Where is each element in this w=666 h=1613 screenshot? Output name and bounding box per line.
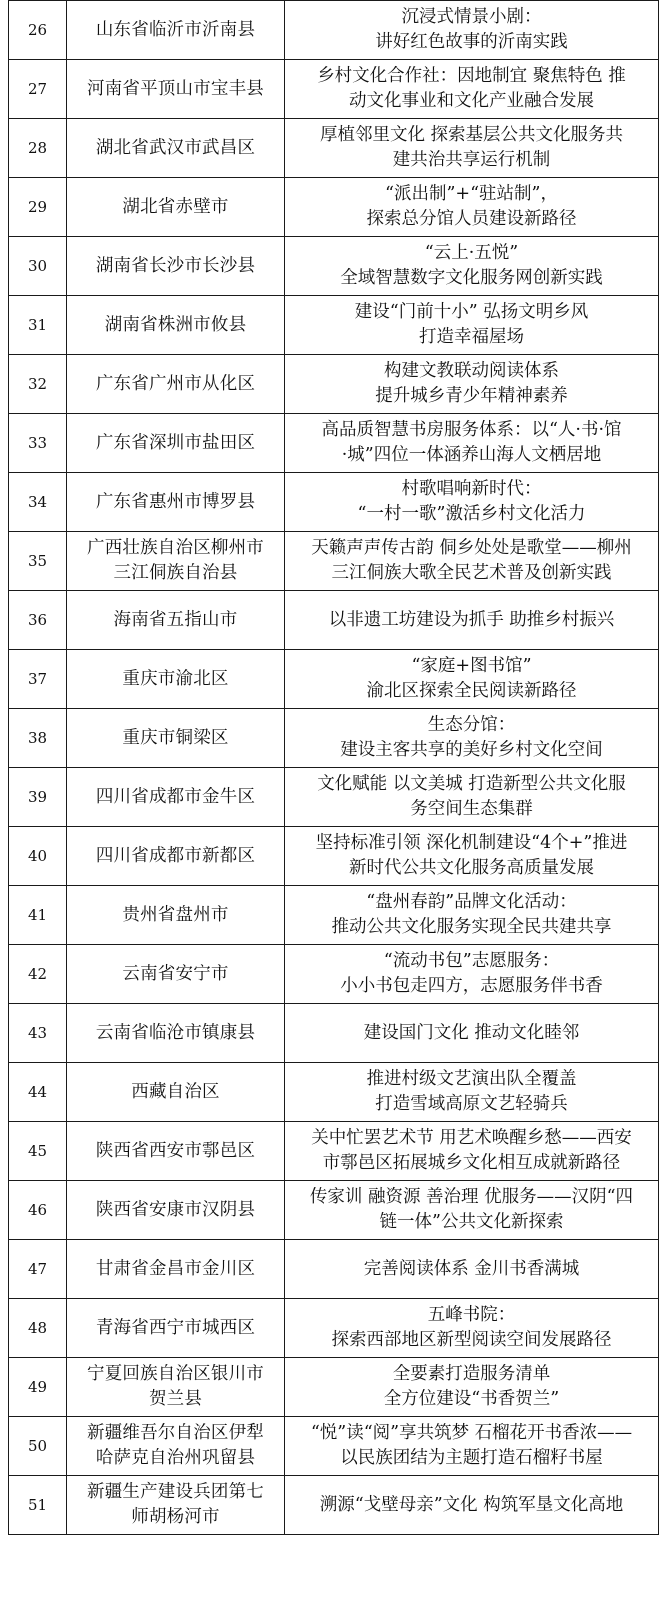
row-number: 37 (9, 650, 67, 709)
region-cell: 云南省临沧市镇康县 (67, 1004, 285, 1063)
region-cell: 青海省西宁市城西区 (67, 1299, 285, 1358)
table-row (9, 355, 659, 414)
region-cell: 河南省平顶山市宝丰县 (67, 60, 285, 119)
case-title-line: 推动公共文化服务实现全民共建共享 (331, 917, 612, 937)
case-title-cell (285, 1240, 659, 1299)
table-row (9, 1476, 659, 1535)
region-line: 新疆生产建设兵团第七 (87, 1482, 264, 1502)
region-cell: 甘肃省金昌市金川区 (67, 1240, 285, 1299)
table-row (9, 945, 659, 1004)
case-title-line: 厚植邻里文化 探索基层公共文化服务共 (319, 125, 624, 145)
row-number: 47 (9, 1240, 67, 1299)
case-title-line: “悦”读“阅”享共筑梦 石榴花开书香浓—— (310, 1423, 633, 1443)
case-title-line: 提升城乡青少年精神素养 (375, 386, 568, 406)
case-title-cell (285, 532, 659, 591)
table-row (9, 1004, 659, 1063)
case-title-line: “盘州春韵”品牌文化活动： (366, 892, 577, 912)
region-cell: 湖南省长沙市长沙县 (67, 237, 285, 296)
region-line: 三江侗族自治县 (113, 563, 238, 583)
table-row (9, 827, 659, 886)
case-title-line: 建设主客共享的美好乡村文化空间 (340, 740, 603, 760)
case-title-line: 打造幸福屋场 (419, 327, 524, 347)
row-number: 51 (9, 1476, 67, 1535)
row-number: 26 (9, 1, 67, 60)
case-title-cell (285, 1476, 659, 1535)
case-title-line: 村歌唱响新时代： (401, 479, 542, 499)
case-title-line: 坚持标准引领 深化机制建设“4个+”推进 (315, 833, 628, 853)
case-title-cell (285, 414, 659, 473)
row-number: 30 (9, 237, 67, 296)
table-row (9, 60, 659, 119)
table-row (9, 473, 659, 532)
case-title-cell (285, 1299, 659, 1358)
case-title-cell (285, 1122, 659, 1181)
case-title-cell (285, 709, 659, 768)
region-cell: 广东省深圳市盐田区 (67, 414, 285, 473)
region-cell (67, 1417, 285, 1476)
case-title-cell (285, 1004, 659, 1063)
table-row (9, 178, 659, 237)
case-title-cell (285, 473, 659, 532)
case-title-cell (285, 178, 659, 237)
case-title-line: 市鄠邑区拓展城乡文化相互成就新路径 (322, 1153, 621, 1173)
row-number: 46 (9, 1181, 67, 1240)
case-title-cell (285, 886, 659, 945)
case-title-line: 动文化事业和文化产业融合发展 (349, 91, 594, 111)
case-title-cell (285, 591, 659, 650)
region-cell (67, 532, 285, 591)
case-title-line: 探索总分馆人员建设新路径 (366, 209, 577, 229)
case-title-line: 乡村文化合作社：因地制宜 聚焦特色 推 (317, 66, 626, 86)
case-title-cell (285, 1, 659, 60)
case-title-cell (285, 768, 659, 827)
case-title-line: 打造雪域高原文艺轻骑兵 (375, 1094, 568, 1114)
row-number: 38 (9, 709, 67, 768)
region-cell: 西藏自治区 (67, 1063, 285, 1122)
case-title-line: 完善阅读体系 金川书香满城 (363, 1258, 580, 1279)
table-row (9, 591, 659, 650)
row-number: 41 (9, 886, 67, 945)
case-title-line: 生态分馆： (427, 715, 516, 735)
case-title-line: 文化赋能 以文美城 打造新型公共文化服 (317, 774, 626, 794)
case-title-line: 全方位建设“书香贺兰” (383, 1389, 560, 1409)
case-title-line: 小小书包走四方，志愿服务伴书香 (340, 976, 603, 996)
case-title-cell (285, 119, 659, 178)
case-title-line: 溯源“戈壁母亲”文化 构筑军垦文化高地 (319, 1494, 624, 1515)
row-number: 44 (9, 1063, 67, 1122)
region-line: 哈萨克自治州巩留县 (95, 1448, 256, 1468)
region-cell: 陕西省西安市鄠邑区 (67, 1122, 285, 1181)
table-row (9, 414, 659, 473)
case-title-line: 传家训 融资源 善治理 优服务——汉阴“四 (309, 1187, 634, 1207)
case-title-line: 沉浸式情景小剧： (401, 7, 542, 27)
case-title-line: 建设国门文化 推动文化睦邻 (363, 1022, 580, 1043)
case-title-line: 以非遗工坊建设为抓手 助推乡村振兴 (328, 609, 615, 630)
case-title-line: 以民族团结为主题打造石榴籽书屋 (340, 1448, 603, 1468)
case-title-cell (285, 237, 659, 296)
row-number: 42 (9, 945, 67, 1004)
table-row (9, 1, 659, 60)
table-row (9, 1358, 659, 1417)
region-cell: 山东省临沂市沂南县 (67, 1, 285, 60)
table-row (9, 650, 659, 709)
case-title-line: 链一体”公共文化新探索 (379, 1212, 564, 1232)
case-title-line: 五峰书院： (427, 1305, 516, 1325)
case-title-cell (285, 1181, 659, 1240)
row-number: 35 (9, 532, 67, 591)
region-cell: 贵州省盘州市 (67, 886, 285, 945)
case-title-line: 建设“门前十小” 弘扬文明乡风 (354, 302, 589, 322)
case-title-line: 讲好红色故事的沂南实践 (375, 32, 568, 52)
row-number: 32 (9, 355, 67, 414)
region-line: 贺兰县 (148, 1389, 203, 1409)
table-row (9, 768, 659, 827)
region-line: 新疆维吾尔自治区伊犁 (87, 1423, 264, 1443)
region-cell: 广东省惠州市博罗县 (67, 473, 285, 532)
row-number: 50 (9, 1417, 67, 1476)
case-title-line: “一村一歌”激活乡村文化活力 (357, 504, 586, 524)
case-title-line: 推进村级文艺演出队全覆盖 (366, 1069, 577, 1089)
table-row (9, 296, 659, 355)
case-title-line: 构建文教联动阅读体系 (384, 361, 559, 381)
region-cell: 湖南省株洲市攸县 (67, 296, 285, 355)
table-row (9, 886, 659, 945)
row-number: 29 (9, 178, 67, 237)
table-row (9, 709, 659, 768)
region-cell: 陕西省安康市汉阴县 (67, 1181, 285, 1240)
case-list-body (9, 1, 659, 1535)
case-title-cell (285, 296, 659, 355)
table-row (9, 1299, 659, 1358)
case-title-line: 务空间生态集群 (410, 799, 533, 819)
row-number: 27 (9, 60, 67, 119)
case-title-line: “家庭+图书馆” (411, 656, 532, 676)
row-number: 36 (9, 591, 67, 650)
region-line: 师胡杨河市 (131, 1507, 220, 1527)
case-title-line: 建共治共享运行机制 (392, 150, 551, 170)
case-title-line: 全域智慧数字文化服务网创新实践 (340, 268, 603, 288)
region-cell: 四川省成都市新都区 (67, 827, 285, 886)
row-number: 48 (9, 1299, 67, 1358)
case-title-cell (285, 1063, 659, 1122)
region-cell: 湖北省武汉市武昌区 (67, 119, 285, 178)
region-line: 宁夏回族自治区银川市 (87, 1364, 264, 1384)
case-list-table (8, 0, 659, 1535)
table-row (9, 1122, 659, 1181)
table-row (9, 237, 659, 296)
row-number: 40 (9, 827, 67, 886)
row-number: 45 (9, 1122, 67, 1181)
case-title-line: 全要素打造服务清单 (392, 1364, 551, 1384)
table-row (9, 119, 659, 178)
table-row (9, 1417, 659, 1476)
case-title-line: “云上·五悦” (424, 243, 519, 263)
case-title-cell (285, 1358, 659, 1417)
case-title-line: 渝北区探索全民阅读新路径 (366, 681, 577, 701)
table-row (9, 1063, 659, 1122)
row-number: 31 (9, 296, 67, 355)
table-row (9, 1240, 659, 1299)
case-title-cell (285, 355, 659, 414)
region-cell: 海南省五指山市 (67, 591, 285, 650)
case-title-line: “流动书包”志愿服务： (383, 951, 560, 971)
region-cell: 云南省安宁市 (67, 945, 285, 1004)
case-title-line: 关中忙罢艺术节 用艺术唤醒乡愁——西安 (311, 1128, 632, 1148)
row-number: 34 (9, 473, 67, 532)
case-title-cell (285, 945, 659, 1004)
row-number: 39 (9, 768, 67, 827)
row-number: 49 (9, 1358, 67, 1417)
region-cell: 重庆市铜梁区 (67, 709, 285, 768)
case-title-cell (285, 60, 659, 119)
region-cell: 广东省广州市从化区 (67, 355, 285, 414)
case-title-line: “派出制”+“驻站制”， (385, 184, 558, 204)
case-title-line: 天籁声声传古韵 侗乡处处是歌堂——柳州 (311, 538, 632, 558)
region-cell: 四川省成都市金牛区 (67, 768, 285, 827)
row-number: 43 (9, 1004, 67, 1063)
region-cell (67, 1358, 285, 1417)
table-row (9, 532, 659, 591)
case-title-line: ·城”四位一体涵养山海人文栖居地 (341, 445, 602, 465)
case-title-cell (285, 650, 659, 709)
case-title-line: 新时代公共文化服务高质量发展 (349, 858, 594, 878)
table-row (9, 1181, 659, 1240)
region-line: 广西壮族自治区柳州市 (87, 538, 264, 558)
region-cell (67, 1476, 285, 1535)
case-title-cell (285, 1417, 659, 1476)
region-cell: 重庆市渝北区 (67, 650, 285, 709)
row-number: 28 (9, 119, 67, 178)
case-title-line: 三江侗族大歌全民艺术普及创新实践 (331, 563, 612, 583)
case-title-line: 探索西部地区新型阅读空间发展路径 (331, 1330, 612, 1350)
region-cell: 湖北省赤壁市 (67, 178, 285, 237)
case-title-line: 高品质智慧书房服务体系：以“人·书·馆 (321, 420, 622, 440)
case-title-cell (285, 827, 659, 886)
row-number: 33 (9, 414, 67, 473)
